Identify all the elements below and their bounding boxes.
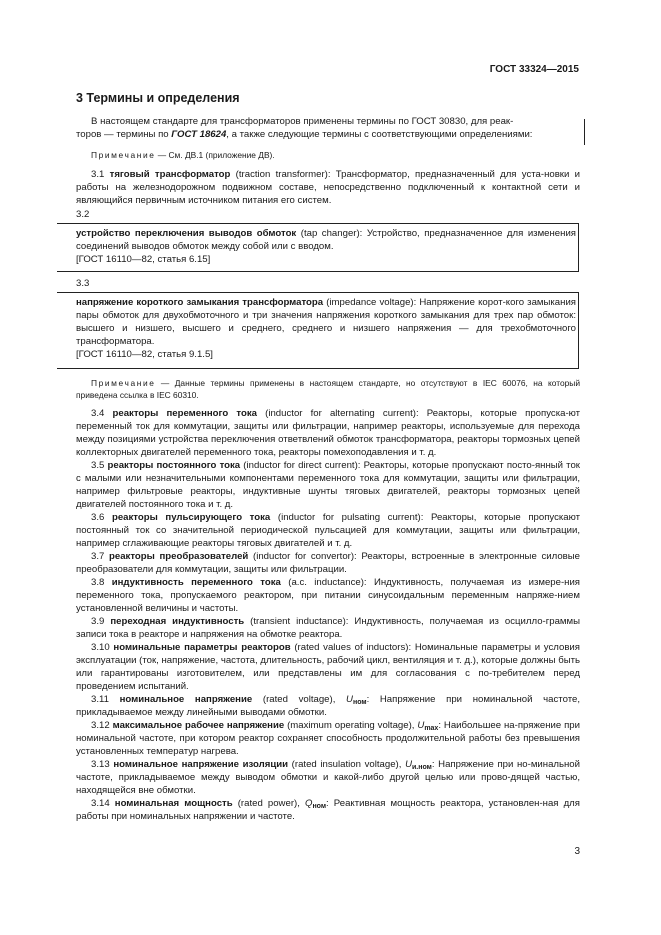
term-number: 3.2: [76, 209, 90, 220]
standard-header: ГОСТ 33324—2015: [489, 64, 579, 75]
term-3-9: 3.9 переходная индуктивность (transient inductance): Индуктивность, получаемая из осцилло-граммы записи тока в реакторе и напряжения на обмотке реактора.: [76, 616, 580, 640]
gost-link[interactable]: ГОСТ 18624: [171, 129, 227, 140]
term-3-8: 3.8 индуктивность переменного тока (a.c. inductance): Индуктивность, получаемая из измере-ния переменного тока, пропускаемого реактором, при питании синусоидальным переменным напряже-нием установленной величины и частоты.: [76, 577, 580, 614]
term-3-4: 3.4 реакторы переменного тока (inductor for alternating current): Реакторы, которые пропуска-ют переменный ток для коммутации, защиты или фильтрации, например реакторы, используемые для перехода между позициями устройства переключения ответвлений обмоток трансформатора, реакторы тормозных цепей коллекторных двигателей переменного тока, реакторы помехоподавления и т. д.: [76, 408, 581, 458]
terms-list: [76, 407, 580, 823]
reference: [ГОСТ 16110—82, статья 9.1.5]: [76, 349, 213, 360]
term-3-1: 3.1 тяговый трансформатор (traction transformer): Трансформатор, предназначенный для уста-новки и работы на железнодорожном подвижном составе, непосредственно подключенный к контактной сети и являющийся первичным источником питания его систем.: [76, 169, 580, 206]
term-box-3-3: напряжение короткого замыкания трансформатора (impedance voltage): Напряжение корот-кого замыкания пары обмоток для двухобмоточного и три значения напряжения короткого замыкания для трех пар обмоток: высшего и низшего, высшего и среднего, среднего и низшего напряжения — для трехобмоточного трансформатора. [ГОСТ 16110—82, статья 9.1.5]: [57, 292, 579, 369]
term-3-14: 3.14 номинальная мощность (rated power), $Q_{ном}$: Реактивная мощность реактора, установлен-ная для работы при номинальных напряжении и частоте.: [76, 798, 580, 822]
term-number: 3.3: [76, 278, 90, 289]
page-number: 3: [574, 846, 580, 857]
term-3-6: 3.6 реакторы пульсирующего тока (inductor for pulsating current): Реакторы, которые пропускают постоянный ток со значительной периодической пульсацией для коммутации, защиты или фильтрации, например сглаживающие реакторы тяговых двигателей и т. д.: [76, 512, 580, 549]
change-bar: [584, 119, 585, 145]
term-3-7: 3.7 реакторы преобразователей (inductor for convertor): Реакторы, встроенные в электронные силовые преобразователи для коммутации, защиты или фильтрации.: [76, 551, 580, 575]
reference: [ГОСТ 16110—82, статья 6.15]: [76, 254, 211, 265]
term-3-13: 3.13 номинальное напряжение изоляции (rated insulation voltage), $U_{и.ном}$: Напряжение при но-минальной частоте, прикладываемое между выводом обмотки и какой-либо другой целью или прово-дящей частью, находящейся вне обмотки.: [76, 759, 581, 796]
term-3-5: 3.5 реакторы постоянного тока (inductor for direct current): Реакторы, которые пропускают посто-янный ток с малыми или незначительными компонентами переменного тока для коммутации, защиты или фильтрации, например фильтровые реакторы, индуктивные шунты тяговых двигателей, реакторы тормозных цепей двигателей постоянного тока и т. д.: [76, 460, 580, 510]
term-3-11: 3.11 номинальное напряжение (rated voltage), $U_{ном}$: Напряжение при номинальной частоте, прикладываемое между линейными выводами обмотки.: [76, 694, 580, 718]
term-3-10: 3.10 номинальные параметры реакторов (rated values of inductors): Номинальные параметры и условия эксплуатации (ток, напряжение, частота, длительность, рабочий цикл, вентиляция и т. д.), которые должны быть или гарантированы изготовителем, или представлены им для согласования с по-требителем перед проведением испытаний.: [76, 642, 580, 692]
note-2: Примечание — Данные термины применены в настоящем стандарте, но отсутствуют в IEC 60076, на который приведена ссылка в IEC 60310.: [76, 378, 580, 400]
note-1: Примечание — См. ДВ.1 (приложение ДВ).: [91, 150, 275, 160]
term-3-12: 3.12 максимальное рабочее напряжение (maximum operating voltage), $U_{max}$: Наибольшее на-пряжение при номинальной частоте, при котором реактор сохраняет способность продолжительной работы без превышения установленных температур нагрева.: [76, 720, 580, 757]
intro-paragraph: В настоящем стандарте для трансформаторов применены термины по ГОСТ 30830, для реак- торов — термины по ГОСТ 18624, а также следующие термины с соответствующими определениями:: [76, 116, 533, 140]
section-title: 3 Термины и определения: [76, 91, 240, 105]
term-box-3-2: устройство переключения выводов обмоток (tap changer): Устройство, предназначенное для изменения соединений выводов обмоток между собой или с вводом. [ГОСТ 16110—82, статья 6.15]: [57, 223, 579, 272]
